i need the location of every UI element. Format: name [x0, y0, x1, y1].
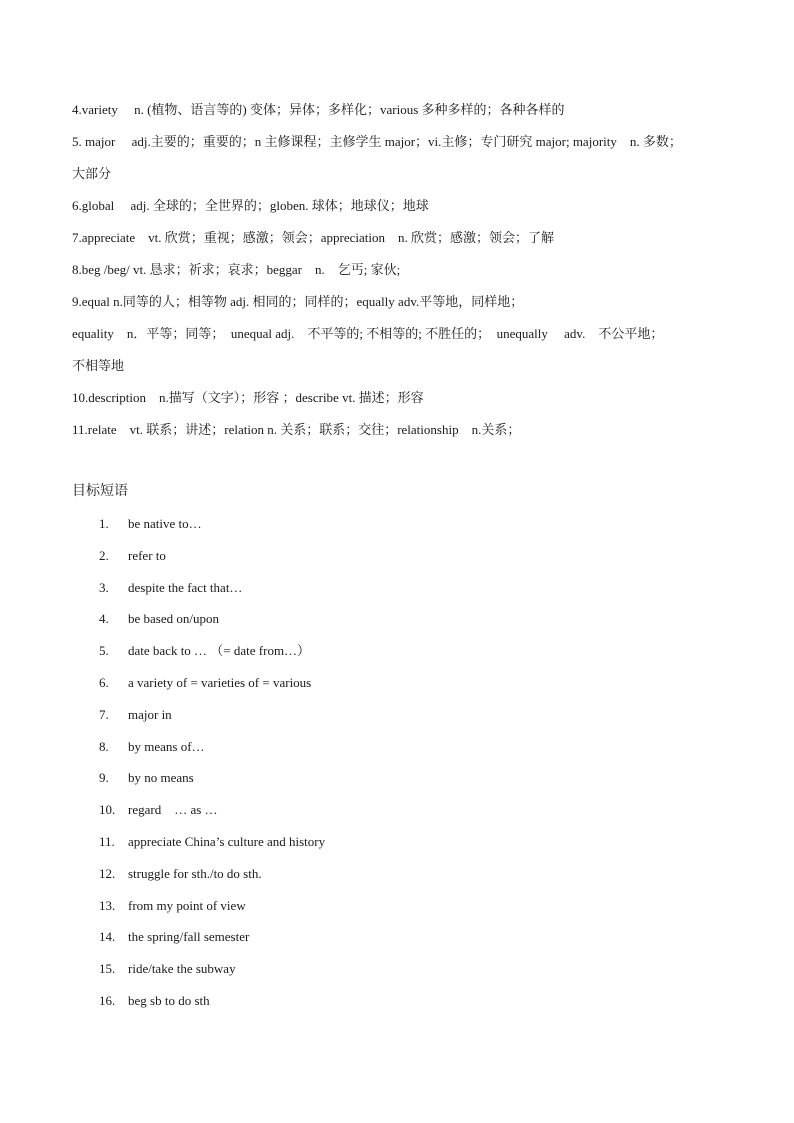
vocab-line: 大部分 [72, 166, 112, 181]
phrase-item [0, 896, 794, 916]
vocab-line: 5. major adj.主要的；重要的；n 主修课程；主修学生 major；vi.主修；专门研究 major; majority n. 多数； [72, 134, 682, 149]
phrase-number: 11. [99, 833, 115, 849]
phrase-number: 15. [99, 961, 116, 977]
phrase-item [0, 737, 794, 757]
phrase-number: 16. [99, 992, 116, 1008]
phrase-text: from my point of view [128, 897, 246, 913]
phrase-item [0, 578, 794, 598]
phrase-number: 9. [99, 770, 109, 786]
phrase-number: 4. [99, 611, 109, 627]
phrase-item [0, 705, 794, 725]
vocab-line: 7.appreciate vt. 欣赏；重视；感激；领会；appreciation n. 欣赏；感激；领会；了解 [72, 230, 555, 245]
phrase-number: 3. [99, 579, 109, 595]
vocab-line: 10.description n.描写（文字）；形容 ；describe vt. 描述；形容 [72, 390, 424, 405]
phrase-item [0, 546, 794, 566]
vocabulary-list [72, 100, 732, 452]
phrase-text: major in [128, 706, 172, 722]
phrase-text: by means of… [128, 738, 205, 754]
phrase-item [0, 673, 794, 693]
phrase-number: 5. [99, 643, 109, 659]
phrase-text: the spring/fall semester [128, 929, 250, 945]
phrase-list [0, 514, 794, 1023]
phrase-text: struggle for sth./to do sth. [128, 865, 262, 881]
vocab-line: 9.equal n.同等的人；相等物 adj. 相同的；同样的；equally adv.平等地，同样地； [72, 294, 524, 309]
phrase-number: 1. [99, 516, 109, 531]
phrase-number: 7. [99, 706, 109, 722]
phrase-text: regard … as … [128, 802, 218, 818]
phrase-number: 12. [99, 865, 116, 881]
phrase-item [0, 800, 794, 820]
phrase-number: 13. [99, 897, 116, 913]
phrase-text: ride/take the subway [128, 961, 236, 977]
phrase-item [0, 514, 794, 534]
phrase-number: 10. [99, 802, 116, 818]
phrase-number: 2. [99, 547, 109, 563]
phrase-item [0, 768, 794, 788]
phrase-number: 6. [99, 674, 109, 690]
phrase-text: despite the fact that… [128, 579, 243, 595]
phrase-text: appreciate China’s culture and history [128, 833, 326, 849]
phrase-item [0, 609, 794, 629]
vocab-line: 不相等地 [72, 358, 125, 373]
phrase-text: a variety of = varieties of = various [128, 674, 312, 690]
vocab-line: equality n．平等；同等； unequal adj. 不平等的; 不相等的; 不胜任的； unequally adv. 不公平地； [72, 326, 664, 341]
phrase-text: be based on/upon [128, 611, 219, 627]
section-title: 目标短语 [72, 484, 128, 499]
phrase-text: be native to… [128, 516, 202, 531]
phrase-text: date back to … （= date from…） [128, 643, 311, 659]
phrase-text: by no means [128, 770, 194, 786]
vocab-line: 8.beg /beg/ vt. 恳求；祈求；哀求；beggar n. 乞丐; 家伙; [72, 262, 401, 277]
vocab-line: 11.relate vt. 联系；讲述；relation n. 关系；联系；交往；relationship n.关系； [72, 422, 521, 437]
vocab-line: 4.variety n. (植物、语言等的) 变体；异体；多样化；various 多种多样的；各种各样的 [72, 102, 565, 117]
phrase-item [0, 927, 794, 947]
phrase-number: 8. [99, 738, 109, 754]
phrase-item [0, 864, 794, 884]
phrase-text: beg sb to do sth [128, 992, 210, 1008]
phrase-number: 14. [99, 929, 116, 945]
phrase-text: refer to [128, 547, 166, 563]
phrase-item [0, 959, 794, 979]
phrase-item [0, 832, 794, 852]
phrase-item [0, 991, 794, 1011]
vocab-line: 6.global adj. 全球的；全世界的；globen. 球体；地球仪；地球 [72, 198, 429, 213]
phrase-item [0, 641, 794, 661]
